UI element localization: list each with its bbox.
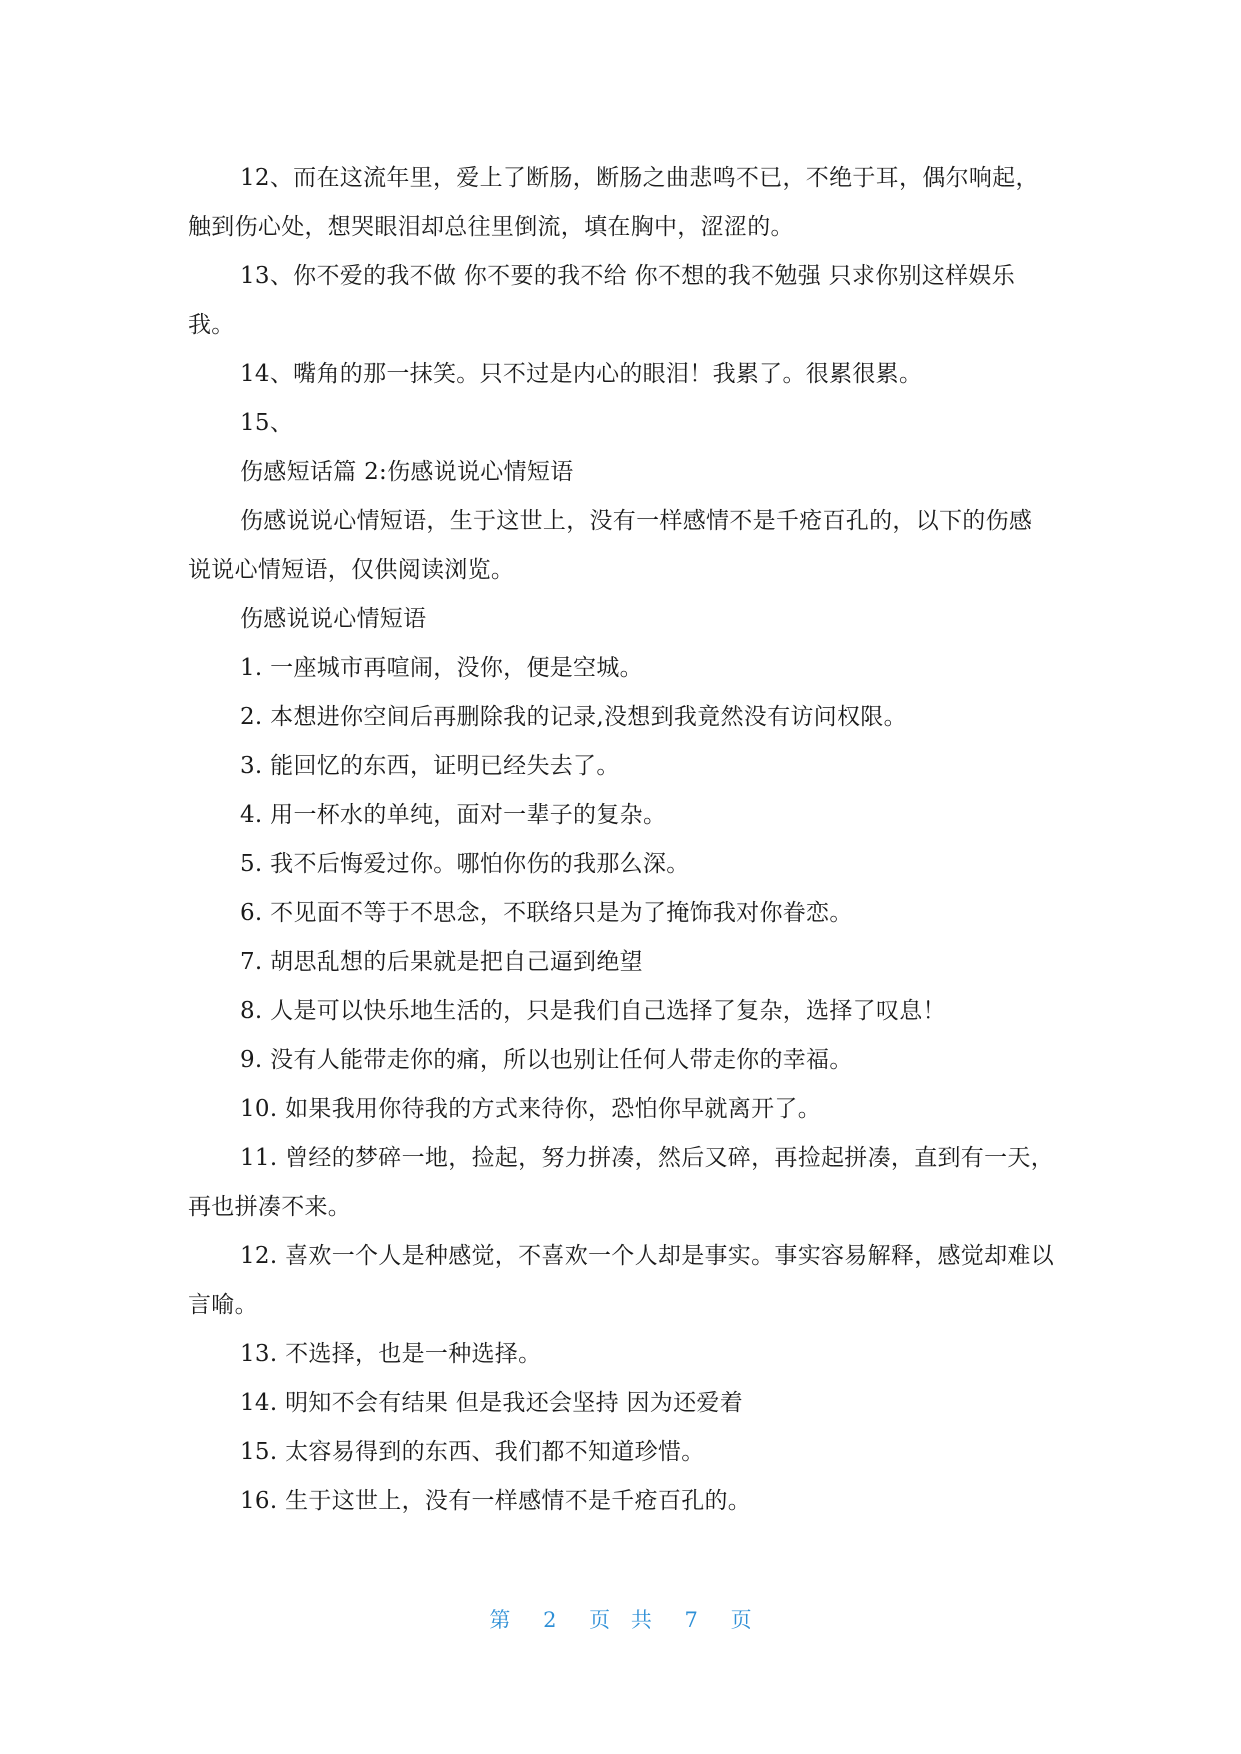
list-item: 1. 一座城市再喧闹，没你，便是空城。	[240, 655, 643, 681]
list-item: 9. 没有人能带走你的痛，所以也别让任何人带走你的幸福。	[240, 1047, 853, 1073]
list-item: 7. 胡思乱想的后果就是把自己逼到绝望	[240, 949, 643, 975]
list-item: 16. 生于这世上，没有一样感情不是千疮百孔的。	[240, 1488, 752, 1514]
footer-label-end: 页	[730, 1608, 752, 1632]
paragraph: 伤感说说心情短语，生于这世上，没有一样感情不是千疮百孔的，以下的伤感说说心情短语，仅供阅读浏览。	[188, 508, 1033, 583]
list-item: 4. 用一杯水的单纯，面对一辈子的复杂。	[240, 802, 667, 828]
list-item: 5. 我不后悔爱过你。哪怕你伤的我那么深。	[240, 851, 690, 877]
list-item: 15. 太容易得到的东西、我们都不知道珍惜。	[240, 1439, 705, 1465]
list-item: 10. 如果我用你待我的方式来待你，恐怕你早就离开了。	[240, 1096, 821, 1122]
subheading: 伤感说说心情短语	[240, 606, 427, 632]
list-item: 14. 明知不会有结果 但是我还会坚持 因为还爱着	[240, 1390, 744, 1416]
list-item: 3. 能回忆的东西，证明已经失去了。	[240, 753, 620, 779]
list-item: 8. 人是可以快乐地生活的，只是我们自己选择了复杂，选择了叹息！	[240, 998, 946, 1024]
paragraph: 13、你不爱的我不做 你不要的我不给 你不想的我不勉强 只求你别这样娱乐我。	[188, 263, 1015, 338]
list-item: 11. 曾经的梦碎一地，捡起，努力拼凑，然后又碎，再捡起拼凑，直到有一天，再也拼凑不来。	[188, 1145, 1054, 1220]
document-body	[188, 154, 1054, 1526]
list-item: 13. 不选择，也是一种选择。	[240, 1341, 542, 1367]
list-item: 6. 不见面不等于不思念，不联络只是为了掩饰我对你眷恋。	[240, 900, 853, 926]
paragraph: 15、	[240, 410, 294, 436]
page-footer	[0, 1604, 1241, 1634]
footer-total-pages: 7	[684, 1608, 698, 1632]
paragraph: 14、嘴角的那一抹笑。只不过是内心的眼泪！我累了。很累很累。	[240, 361, 923, 387]
footer-label-of: 页 共	[589, 1608, 652, 1632]
list-item: 12. 喜欢一个人是种感觉，不喜欢一个人却是事实。事实容易解释，感觉却难以言喻。	[188, 1243, 1054, 1318]
section-heading: 伤感短话篇 2:伤感说说心情短语	[240, 459, 574, 485]
list-item: 2. 本想进你空间后再删除我的记录,没想到我竟然没有访问权限。	[240, 704, 907, 730]
paragraph: 12、而在这流年里，爱上了断肠，断肠之曲悲鸣不已，不绝于耳，偶尔响起，触到伤心处，想哭眼泪却总往里倒流，填在胸中，涩涩的。	[188, 165, 1039, 240]
footer-current-page: 2	[543, 1608, 557, 1632]
footer-label-page: 第	[489, 1608, 511, 1632]
